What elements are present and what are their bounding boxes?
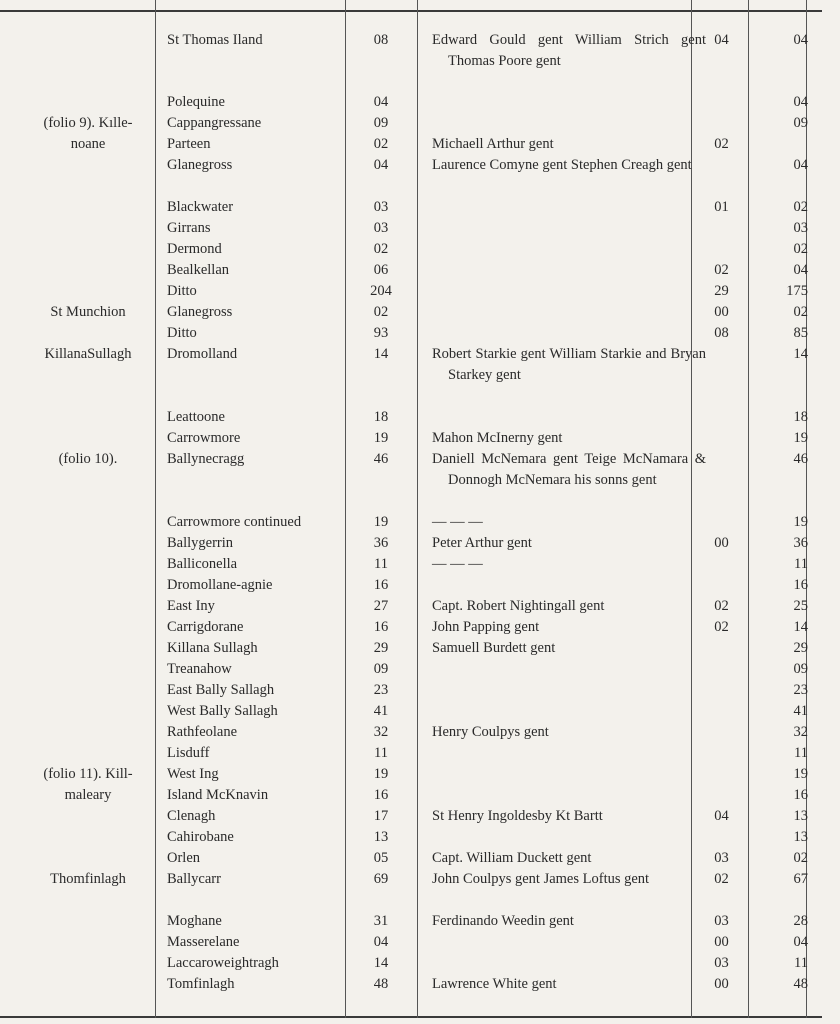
- acres-remaining-cell: 16: [793, 787, 808, 803]
- proprietor-cell: Capt. William Duckett gent: [432, 850, 592, 866]
- acres-deducted-cell: 03: [714, 913, 729, 929]
- acres-remaining-cell: 09: [793, 115, 808, 131]
- acres-remaining-cell: 09: [793, 661, 808, 677]
- acres-cell: 06: [373, 262, 389, 278]
- denomination-cell: Treanahow: [167, 661, 232, 677]
- denomination-cell: Rathfeolane: [167, 724, 238, 740]
- denomination-cell: Glanegross: [167, 304, 233, 320]
- proprietor-cell: Peter Arthur gent: [432, 535, 532, 551]
- denomination-cell: Ditto: [167, 283, 197, 299]
- acres-cell: 14: [373, 346, 389, 362]
- acres-cell: 13: [373, 829, 389, 845]
- denomination-cell: Cahirobane: [167, 829, 234, 845]
- acres-cell: 31: [373, 913, 389, 929]
- acres-cell: 69: [373, 871, 389, 887]
- proprietor-cell: Ferdinando Weedin gent: [432, 913, 574, 929]
- acres-cell: 05: [373, 850, 389, 866]
- acres-cell: 204: [370, 283, 392, 299]
- acres-remaining-cell: 04: [793, 934, 808, 950]
- acres-remaining-cell: 11: [794, 745, 808, 761]
- parish-cell: St Munchion: [50, 304, 126, 320]
- denomination-cell: Lisduff: [167, 745, 210, 761]
- acres-remaining-cell: 02: [793, 199, 808, 215]
- denomination-cell: Blackwater: [167, 199, 234, 215]
- denomination-cell: Balliconella: [167, 556, 238, 572]
- denomination-cell: Island McKnavin: [167, 787, 269, 803]
- acres-remaining-cell: 16: [793, 577, 808, 593]
- denomination-cell: Tomfinlagh: [167, 976, 235, 992]
- acres-remaining-cell: 02: [793, 304, 808, 320]
- denomination-cell: Dromollane-agnie: [167, 577, 273, 593]
- acres-remaining-cell: 32: [793, 724, 808, 740]
- acres-deducted-cell: 03: [714, 955, 729, 971]
- denomination-cell: Moghane: [167, 913, 222, 929]
- proprietor-cell: Samuell Burdett gent: [432, 640, 556, 656]
- acres-cell: 41: [373, 703, 389, 719]
- acres-cell: 16: [373, 619, 389, 635]
- acres-cell: 27: [373, 598, 389, 614]
- denomination-cell: Bealkellan: [167, 262, 230, 278]
- parish-cell: (folio 9). Kılle-noane: [43, 115, 133, 152]
- denomination-cell: Glanegross: [167, 157, 233, 173]
- proprietor-cell: St Henry Ingoldesby Kt Bartt: [432, 808, 603, 824]
- proprietor-cell: — — —: [432, 514, 483, 530]
- denomination-cell: East Bally Sallagh: [167, 682, 275, 698]
- denomination-cell: Masserelane: [167, 934, 240, 950]
- acres-remaining-cell: 02: [793, 850, 808, 866]
- acres-cell: 03: [373, 220, 389, 236]
- acres-deducted-cell: 00: [714, 934, 729, 950]
- denomination-cell: Cappangressane: [167, 115, 262, 131]
- acres-cell: 02: [373, 241, 389, 257]
- acres-cell: 14: [373, 955, 389, 971]
- denomination-cell: Laccaroweightragh: [167, 955, 279, 971]
- proprietor-cell: Michaell Arthur gent: [432, 136, 554, 152]
- acres-cell: 08: [373, 32, 389, 48]
- acres-deducted-cell: 00: [714, 976, 729, 992]
- acres-remaining-cell: 36: [793, 535, 808, 551]
- acres-cell: 29: [373, 640, 389, 656]
- denomination-cell: Girrans: [167, 220, 211, 236]
- column-divider: [417, 0, 418, 1018]
- acres-deducted-cell: 02: [714, 262, 729, 278]
- acres-remaining-cell: 19: [793, 430, 808, 446]
- denomination-cell: Orlen: [167, 850, 201, 866]
- acres-remaining-cell: 04: [793, 157, 808, 173]
- denomination-cell: Dromolland: [167, 346, 238, 362]
- denomination-cell: Ditto: [167, 325, 197, 341]
- acres-cell: 23: [373, 682, 389, 698]
- acres-remaining-cell: 13: [793, 808, 808, 824]
- denomination-cell: Killana Sullagh: [167, 640, 258, 656]
- acres-deducted-cell: 04: [714, 808, 729, 824]
- parish-cell: Thomfinlagh: [50, 871, 126, 887]
- acres-cell: 36: [373, 535, 389, 551]
- acres-cell: 16: [373, 577, 389, 593]
- acres-cell: 11: [374, 745, 388, 761]
- parish-cell: (folio 10).: [58, 451, 118, 467]
- acres-remaining-cell: 04: [793, 32, 808, 48]
- acres-cell: 93: [373, 325, 389, 341]
- column-divider: [155, 0, 156, 1018]
- acres-remaining-cell: 25: [793, 598, 808, 614]
- acres-cell: 04: [373, 157, 389, 173]
- acres-remaining-cell: 14: [793, 619, 808, 635]
- proprietor-cell: Daniell McNemara gent Teige McNamara & Donnogh McNemara his sonns gent: [432, 451, 706, 488]
- acres-remaining-cell: 67: [793, 871, 808, 887]
- proprietor-cell: Capt. Robert Nightingall gent: [432, 598, 605, 614]
- acres-remaining-cell: 13: [793, 829, 808, 845]
- acres-remaining-cell: 41: [793, 703, 808, 719]
- acres-remaining-cell: 02: [793, 241, 808, 257]
- acres-remaining-cell: 04: [793, 262, 808, 278]
- denomination-cell: Leattoone: [167, 409, 225, 425]
- acres-cell: 02: [373, 304, 389, 320]
- acres-deducted-cell: 01: [714, 199, 729, 215]
- acres-cell: 19: [373, 430, 389, 446]
- acres-cell: 19: [373, 766, 389, 782]
- denomination-cell: West Ing: [167, 766, 219, 782]
- acres-remaining-cell: 175: [786, 283, 808, 299]
- acres-remaining-cell: 48: [793, 976, 808, 992]
- acres-deducted-cell: 02: [714, 619, 729, 635]
- proprietor-cell: John Papping gent: [432, 619, 540, 635]
- top-rule: [0, 10, 822, 12]
- denomination-cell: Carrowmore continued: [167, 514, 302, 530]
- acres-remaining-cell: 11: [794, 955, 808, 971]
- denomination-cell: Ballygerrin: [167, 535, 234, 551]
- proprietor-cell: Henry Coulpys gent: [432, 724, 549, 740]
- proprietor-cell: John Coulpys gent James Loftus gent: [432, 871, 650, 887]
- denomination-cell: Dermond: [167, 241, 222, 257]
- acres-remaining-cell: 23: [793, 682, 808, 698]
- acres-cell: 09: [373, 661, 389, 677]
- parish-cell: KillanaSullagh: [44, 346, 132, 362]
- denomination-cell: West Bally Sallagh: [167, 703, 278, 719]
- acres-deducted-cell: 00: [714, 304, 729, 320]
- acres-remaining-cell: 28: [793, 913, 808, 929]
- acres-remaining-cell: 46: [793, 451, 808, 467]
- acres-cell: 09: [373, 115, 389, 131]
- denomination-cell: Ballycarr: [167, 871, 221, 887]
- proprietor-cell: Robert Starkie gent William Starkie and Bryan Starkey gent: [432, 346, 706, 383]
- denomination-cell: East Iny: [167, 598, 215, 614]
- denomination-cell: Polequine: [167, 94, 225, 110]
- acres-cell: 18: [373, 409, 389, 425]
- proprietor-cell: Mahon McInerny gent: [432, 430, 563, 446]
- acres-deducted-cell: 02: [714, 871, 729, 887]
- acres-deducted-cell: 02: [714, 598, 729, 614]
- acres-cell: 03: [373, 199, 389, 215]
- bottom-rule: [0, 1016, 822, 1018]
- acres-cell: 32: [373, 724, 389, 740]
- proprietor-cell: Lawrence White gent: [432, 976, 557, 992]
- denomination-cell: St Thomas Iland: [167, 32, 263, 48]
- acres-remaining-cell: 19: [793, 766, 808, 782]
- acres-deducted-cell: 29: [714, 283, 729, 299]
- denomination-cell: Carrowmore: [167, 430, 241, 446]
- acres-cell: 46: [373, 451, 389, 467]
- denomination-cell: Clenagh: [167, 808, 216, 824]
- acres-remaining-cell: 19: [793, 514, 808, 530]
- acres-deducted-cell: 02: [714, 136, 729, 152]
- denomination-cell: Carrigdorane: [167, 619, 244, 635]
- acres-remaining-cell: 14: [793, 346, 808, 362]
- denomination-cell: Ballynecragg: [167, 451, 245, 467]
- acres-cell: 04: [373, 934, 389, 950]
- acres-cell: 16: [373, 787, 389, 803]
- acres-cell: 11: [374, 556, 388, 572]
- acres-remaining-cell: 03: [793, 220, 808, 236]
- acres-cell: 17: [373, 808, 389, 824]
- proprietor-cell: Edward Gould gent William Strich gent Thomas Poore gent: [432, 32, 706, 69]
- acres-remaining-cell: 18: [793, 409, 808, 425]
- acres-remaining-cell: 85: [793, 325, 808, 341]
- acres-deducted-cell: 08: [714, 325, 729, 341]
- acres-remaining-cell: 29: [793, 640, 808, 656]
- acres-remaining-cell: 04: [793, 94, 808, 110]
- denomination-cell: Parteen: [167, 136, 211, 152]
- acres-deducted-cell: 00: [714, 535, 729, 551]
- acres-cell: 19: [373, 514, 389, 530]
- acres-deducted-cell: 03: [714, 850, 729, 866]
- acres-cell: 02: [373, 136, 389, 152]
- parish-cell: (folio 11). Kill-maleary: [43, 766, 133, 803]
- acres-remaining-cell: 11: [794, 556, 808, 572]
- acres-cell: 48: [373, 976, 389, 992]
- acres-cell: 04: [373, 94, 389, 110]
- proprietor-cell: Laurence Comyne gent Stephen Creagh gent: [432, 157, 692, 173]
- proprietor-cell: — — —: [432, 556, 483, 572]
- acres-deducted-cell: 04: [714, 32, 729, 48]
